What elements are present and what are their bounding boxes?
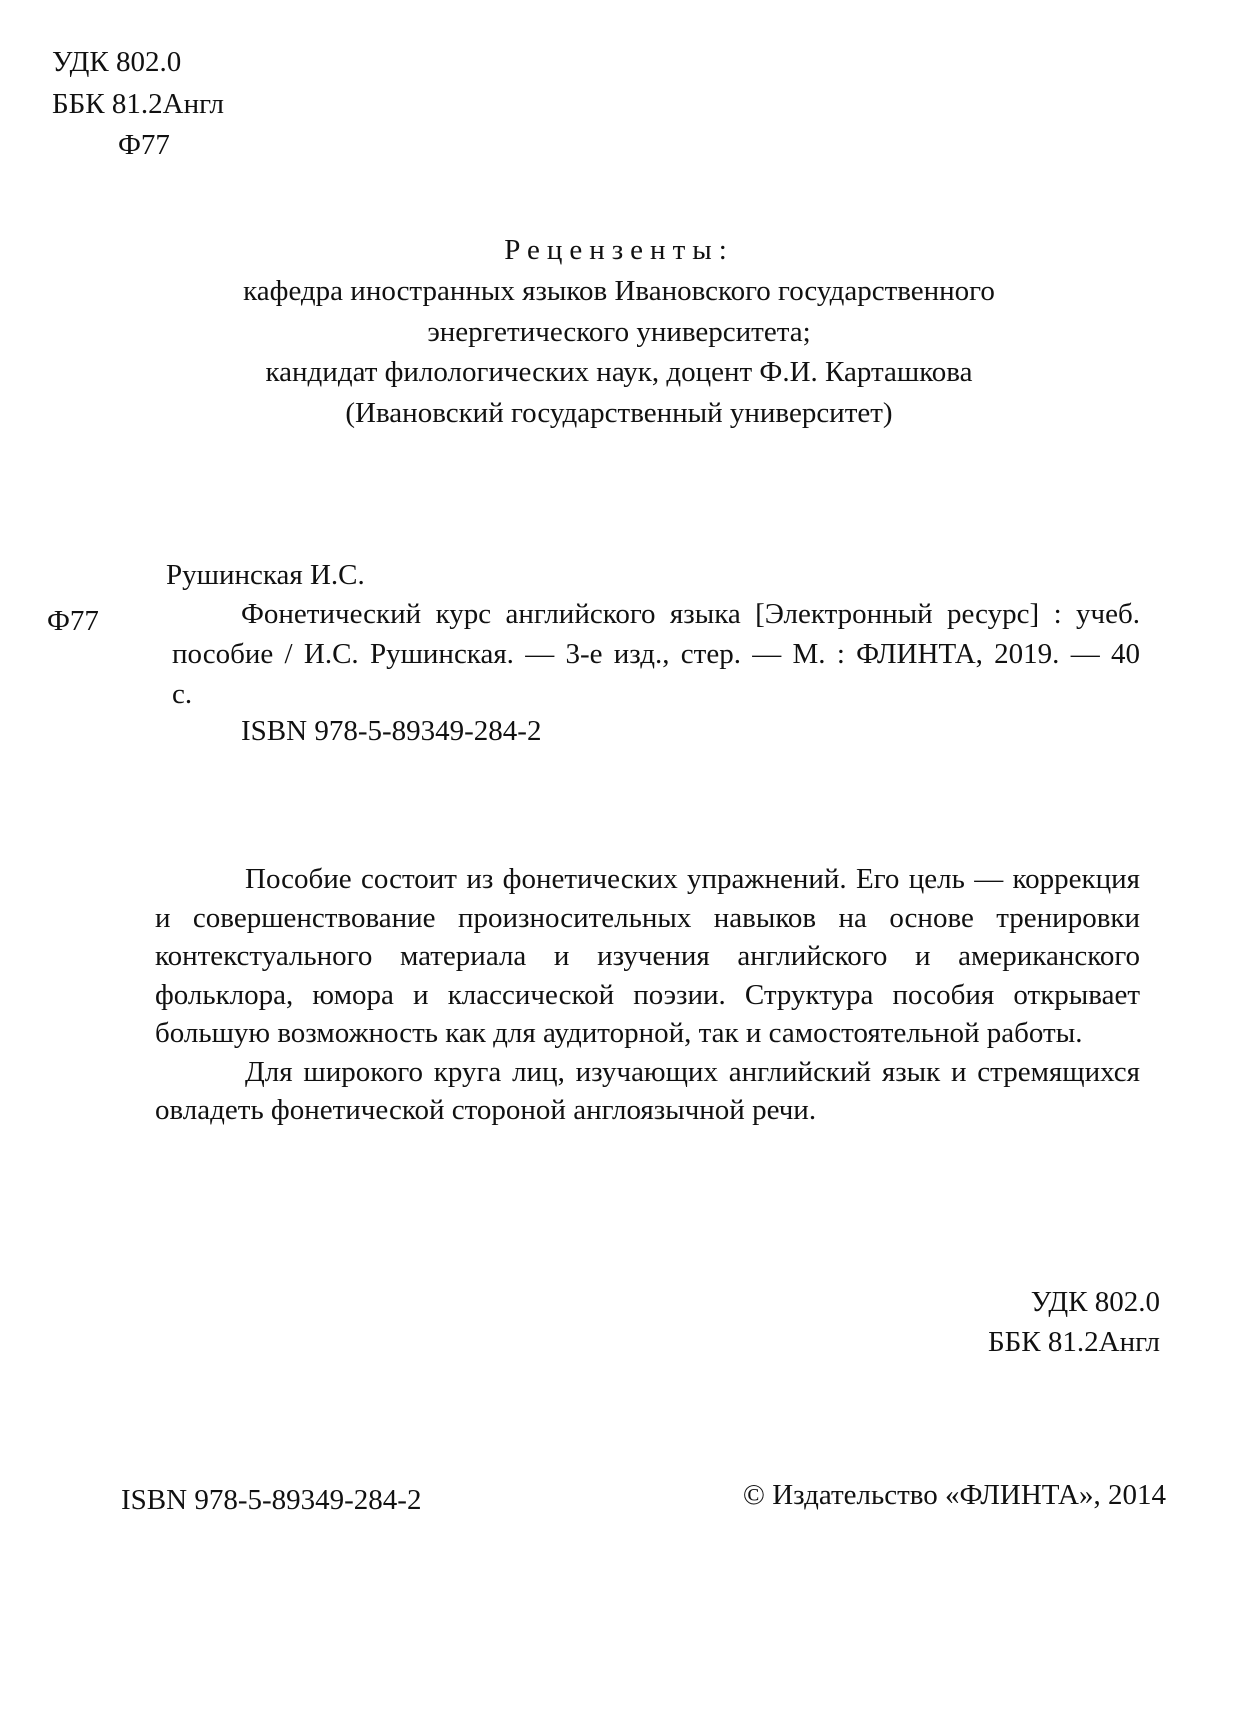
- bib-isbn: ISBN 978-5-89349-284-2: [241, 715, 542, 747]
- reviewer-1-line-1: кафедра иностранных языков Ивановского государственного: [243, 275, 995, 307]
- annotation-paragraph-2: Для широкого круга лиц, изучающих английский язык и стремящихся овладеть фонетической стороной англоязычной речи.: [155, 1055, 1140, 1126]
- reviewer-2-line-1: кандидат филологических наук, доцент Ф.И. Карташкова: [265, 356, 973, 388]
- top-author-code: Ф77: [118, 129, 170, 161]
- annotation: [155, 860, 1140, 1130]
- footer-isbn: ISBN 978-5-89349-284-2: [121, 1484, 422, 1516]
- top-bbk-index: ББК 81.2Англ: [52, 88, 225, 120]
- bib-author-code: Ф77: [47, 605, 99, 637]
- bib-author: Рушинская И.С.: [166, 559, 365, 591]
- reviewer-2-line-2: (Ивановский государственный университет): [345, 397, 893, 429]
- footer-copyright: © Издательство «ФЛИНТА», 2014: [742, 1479, 1166, 1511]
- reviewer-1-line-2: энергетического университета;: [427, 316, 811, 348]
- reviewers-heading: Рецензенты:: [504, 234, 734, 266]
- top-udk-index: УДК 802.0: [52, 46, 182, 78]
- bottom-bbk-index: ББК 81.2Англ: [987, 1326, 1160, 1358]
- bottom-udk-index: УДК 802.0: [1030, 1286, 1160, 1318]
- annotation-paragraph-1: Пособие состоит из фонетических упражнений. Его цель — коррекция и совершенствование произносительных навыков на основе тренировки контекстуального материала и изучения английского и американского фольклора, юмора и классической поэзии. Структура пособия открывает большую возможность как для аудиторной, так и самостоятельной работы.: [155, 863, 1140, 1049]
- bib-description: Фонетический курс английского языка [Электронный ресурс] : учеб. пособие / И.С. Рушинская. — 3-е изд., стер. — М. : ФЛИНТА, 2019. — 40 с.: [172, 598, 1140, 710]
